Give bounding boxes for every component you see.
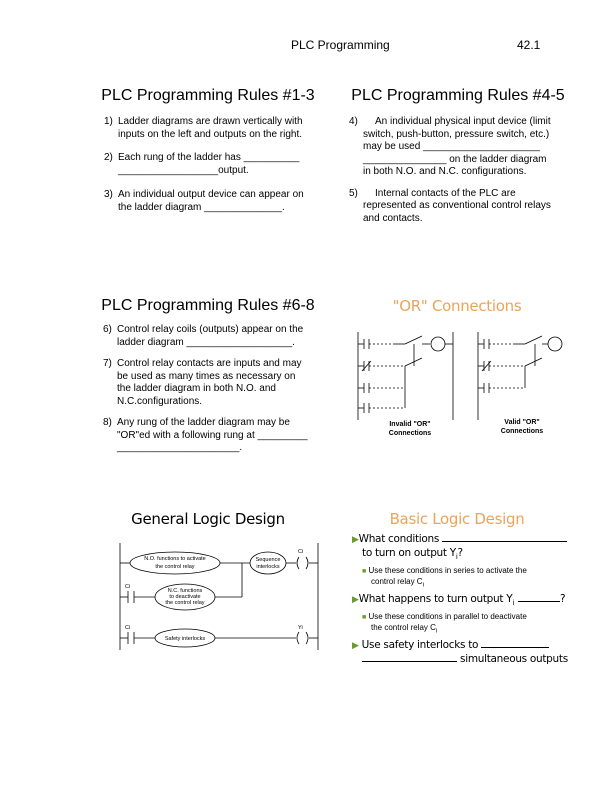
rule-line: Each rung of the ladder has __________: [118, 152, 300, 163]
rule-line: Ladder diagrams are drawn vertically with: [118, 116, 303, 127]
nc-functions-label-line3: the control relay: [165, 600, 205, 606]
bullet-3: [352, 639, 577, 653]
rule-6: [103, 324, 328, 349]
rule-number: 5): [349, 187, 358, 199]
ci-coil-label: Ci: [298, 549, 304, 555]
rule-number: 2): [104, 152, 113, 163]
fill-blank: [481, 647, 549, 648]
rule-line: may be used _____________________: [363, 141, 540, 152]
rule-line: An individual physical input device (limit: [375, 116, 551, 127]
ci-contact2-label: Ci: [125, 625, 131, 631]
triangle-bullet-icon: ▶: [352, 594, 359, 605]
bullet-text: What conditions: [358, 533, 443, 545]
safety-label: Safety interlocks: [164, 636, 206, 642]
subscript: i: [435, 628, 438, 635]
subscript: i: [455, 553, 458, 562]
rule-number: 4): [349, 116, 358, 127]
fill-blank: [442, 541, 567, 542]
bullet-text: Use safety interlocks to: [361, 639, 482, 652]
sequence-label-line1: Sequence: [255, 557, 281, 563]
slide3-rules: [103, 324, 328, 455]
slide6-title: Basic Logic Design: [389, 510, 525, 528]
rule-line: the ladder diagram ______________.: [118, 201, 285, 213]
slide6-bullets: [352, 533, 577, 666]
triangle-bullet-icon: ▶: [352, 535, 359, 545]
subscript: i: [512, 598, 515, 607]
sub-bullet-text: Use these conditions in parallel to deactivate: [368, 611, 527, 621]
sequence-label-line2: interlocks: [256, 564, 280, 570]
rule-line: "OR"ed with a following rung at _________: [117, 429, 308, 441]
bullet-text: ?: [457, 547, 463, 559]
rule-line: Control relay contacts are inputs and may: [117, 358, 302, 369]
rule-2: [104, 152, 324, 177]
rule-line: represented as conventional control relays: [363, 200, 551, 211]
sub-bullet-text: Use these conditions in series to activate the: [368, 566, 527, 576]
rule-line: An individual output device can appear on: [118, 189, 304, 200]
rule-number: 3): [104, 189, 113, 200]
page-number: 42.1: [517, 38, 541, 52]
rule-4: [349, 116, 574, 179]
slide5-title: General Logic Design: [131, 510, 285, 528]
rule-line: Control relay coils (outputs) appear on the: [117, 324, 304, 335]
bullet-text: What happens to turn output Y: [358, 592, 513, 605]
rule-line: _______________ on the ladder diagram: [363, 153, 547, 165]
yi-coil-label: Yi: [298, 625, 303, 631]
slide3-title: PLC Programming Rules #6-8: [101, 297, 315, 314]
rule-line: be used as many times as necessary on: [117, 370, 296, 382]
rule-3: [104, 189, 324, 214]
rule-number: 6): [103, 324, 112, 335]
sub-bullet-1: [352, 566, 577, 591]
triangle-bullet-icon: ▶: [352, 641, 359, 652]
rule-line: N.C.configurations.: [117, 395, 203, 407]
rule-line: inputs on the left and outputs on the right.: [118, 128, 303, 140]
no-functions-label-line2: the control relay: [155, 564, 195, 570]
slide4-title: "OR" Connections: [392, 297, 522, 315]
rule-5: [349, 188, 574, 226]
nc-functions-label-line1: N.C. functions: [167, 588, 203, 594]
sub-bullet-2: [352, 612, 577, 637]
or-connections-diagram: [350, 330, 570, 440]
slide1-title: PLC Programming Rules #1-3: [101, 87, 315, 104]
fill-blank: [518, 601, 560, 602]
general-logic-diagram: [100, 535, 330, 655]
valid-caption-line2: Connections: [500, 428, 544, 435]
bullet-2: [352, 593, 577, 610]
nc-functions-label-line2: to deactivate: [169, 594, 201, 600]
rule-number: 8): [103, 417, 112, 428]
sub-bullet-text: the control relay C: [371, 622, 436, 632]
bullet-1: [352, 533, 577, 547]
subscript: i: [422, 582, 424, 589]
rule-line: switch, push-button, pressure switch, etc.): [363, 128, 550, 140]
no-functions-label-line1: N.O. functions to activate: [144, 556, 206, 562]
rule-7: [103, 358, 328, 408]
rule-line: and contacts.: [363, 212, 423, 224]
rule-line: Internal contacts of the PLC are: [375, 187, 516, 199]
rule-1: [104, 116, 324, 141]
rule-line: Any rung of the ladder diagram may be: [117, 417, 290, 428]
square-bullet-icon: ■: [362, 568, 367, 576]
rule-line: ladder diagram ___________________.: [117, 336, 295, 348]
bullet-text: to turn on output Y: [362, 547, 456, 559]
rule-line: in both N.O. and N.C. configurations.: [363, 166, 527, 177]
invalid-caption-line1: Invalid "OR": [389, 421, 431, 428]
ci-contact1-label: Ci: [125, 584, 131, 590]
rule-number: 1): [104, 116, 113, 127]
rule-8: [103, 417, 328, 455]
slide2-rules: [349, 116, 574, 225]
rule-line: __________________output.: [118, 164, 249, 176]
rule-line: ______________________.: [117, 442, 243, 453]
bullet-1-cont: [352, 547, 577, 564]
invalid-caption-line2: Connections: [388, 430, 432, 437]
document-title: PLC Programming: [291, 38, 390, 52]
rule-number: 7): [103, 358, 112, 369]
square-bullet-icon: ■: [362, 613, 367, 621]
rule-line: the ladder diagram in both N.O. and: [117, 383, 276, 394]
valid-caption-line1: Valid "OR": [504, 419, 540, 426]
slide2-title: PLC Programming Rules #4-5: [351, 87, 565, 104]
bullet-3-cont: [352, 653, 577, 666]
slide1-rules: [104, 116, 324, 214]
sub-bullet-text: control relay C: [371, 577, 423, 587]
bullet-text: ?: [560, 592, 566, 605]
bullet-text: simultaneous outputs: [460, 653, 568, 666]
fill-blank: [362, 661, 457, 662]
